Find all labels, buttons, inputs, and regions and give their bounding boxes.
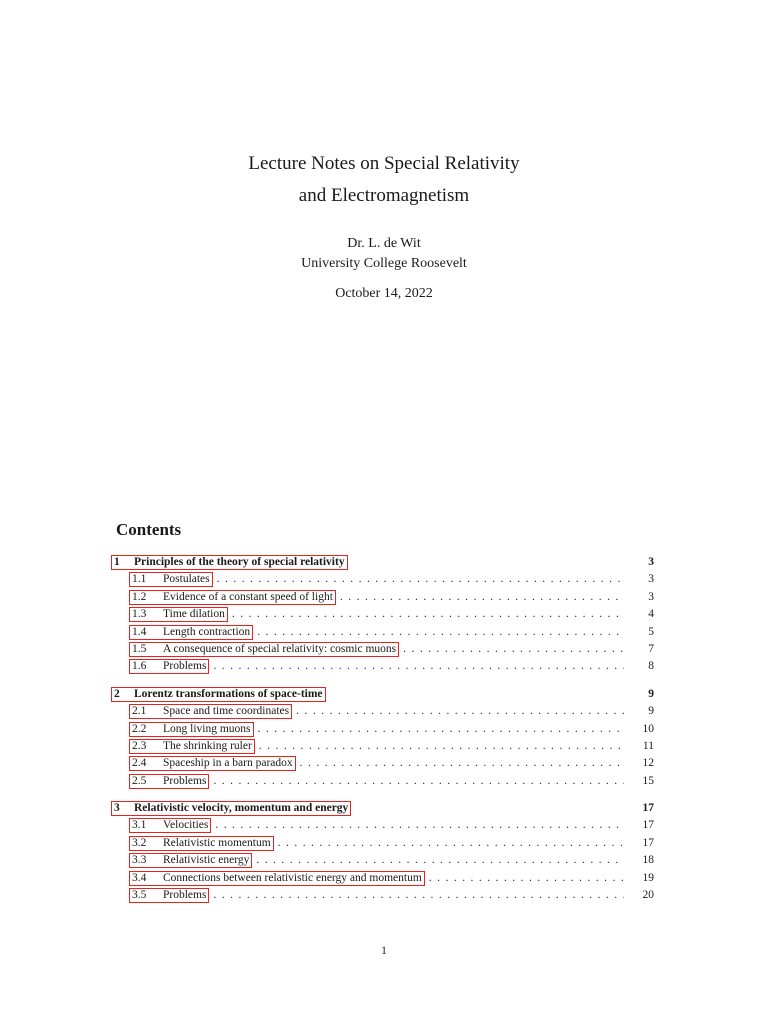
toc-section-link[interactable] (129, 607, 228, 622)
toc-section-page: 5 (648, 625, 654, 638)
toc-section-row (114, 853, 654, 870)
toc-section-number: 1.2 (132, 590, 147, 603)
toc-section-page: 17 (642, 836, 654, 849)
toc-section-number: 3.1 (132, 819, 147, 832)
toc-chapter-row (114, 687, 654, 704)
toc-section-title: Spaceship in a barn paradox (163, 757, 293, 770)
toc-section-title: The shrinking ruler (163, 739, 252, 752)
toc-section-number: 3.3 (132, 854, 147, 867)
toc-chapter (114, 555, 654, 677)
toc-section-page: 15 (642, 774, 654, 787)
toc-section-title: Problems (163, 660, 207, 673)
title-block (0, 148, 768, 304)
toc-section-page: 10 (642, 722, 654, 735)
toc-chapter-link[interactable] (111, 801, 351, 816)
toc-section-number: 2.1 (132, 705, 147, 718)
document-title-line-2: and Electromagnetism (298, 185, 470, 206)
toc-section-link[interactable] (129, 836, 274, 851)
toc-section-page: 11 (642, 739, 654, 752)
toc-section-title: Velocities (163, 819, 209, 832)
author: Dr. L. de Wit (347, 236, 421, 251)
toc-section-row (114, 590, 654, 607)
toc-chapter-number: 1 (114, 556, 120, 568)
toc-section-row (114, 871, 654, 888)
toc-leader-dots (232, 608, 624, 620)
toc-section-page: 17 (642, 819, 654, 832)
toc-section-title: A consequence of special relativity: cosmic muons (163, 642, 397, 655)
toc-section-row (114, 659, 654, 676)
toc-section-page: 18 (642, 854, 654, 867)
toc-section-link[interactable] (129, 888, 209, 903)
toc-section-row (114, 607, 654, 624)
toc-section-link[interactable] (129, 739, 255, 754)
toc-section-number: 3.5 (132, 889, 147, 902)
toc-section-number: 3.2 (132, 836, 147, 849)
toc-section-link[interactable] (129, 642, 399, 657)
toc-chapter-row (114, 555, 654, 572)
toc-section-row (114, 722, 654, 739)
toc-section-row (114, 704, 654, 721)
toc-chapter (114, 801, 654, 905)
toc-section-page: 8 (648, 660, 654, 673)
toc-section-number: 1.6 (132, 660, 147, 673)
toc-leader-dots (296, 705, 624, 717)
toc-leader-dots (429, 872, 624, 884)
toc-leader-dots (213, 889, 624, 901)
toc-chapter-title: Relativistic velocity, momentum and energy (134, 802, 349, 815)
toc-section-page: 3 (648, 590, 654, 603)
toc-section-number: 1.3 (132, 608, 147, 621)
toc-section-title: Time dilation (163, 608, 225, 621)
toc-section-link[interactable] (129, 774, 209, 789)
toc-section-link[interactable] (129, 704, 292, 719)
toc-section-link[interactable] (129, 659, 209, 674)
toc-section-row (114, 642, 654, 659)
toc-section-page: 4 (648, 608, 654, 621)
toc-section-title: Evidence of a constant speed of light (163, 590, 333, 603)
contents-heading: Contents (116, 520, 182, 539)
toc-section-link[interactable] (129, 756, 296, 771)
document-date: October 14, 2022 (335, 286, 433, 301)
toc-section-page: 19 (642, 871, 654, 884)
toc-section-title: Relativistic momentum (163, 836, 271, 849)
toc-section-title: Connections between relativistic energy and momentum (163, 871, 422, 884)
toc-leader-dots (340, 591, 624, 603)
toc-section-row (114, 756, 654, 773)
toc-chapter-number: 2 (114, 687, 120, 700)
toc-chapter-number: 3 (114, 802, 120, 815)
document-title-line-1: Lecture Notes on Special Relativity (248, 153, 520, 174)
toc-section-link[interactable] (129, 722, 254, 737)
toc-leader-dots (215, 819, 624, 831)
toc-chapter (114, 687, 654, 791)
toc-section-link[interactable] (129, 853, 252, 868)
toc-leader-dots (257, 626, 624, 638)
toc-section-row (114, 739, 654, 756)
toc-chapter-link[interactable] (111, 555, 348, 570)
toc-section-link[interactable] (129, 871, 425, 886)
toc-leader-dots (300, 757, 624, 769)
toc-section-page: 20 (642, 889, 654, 902)
toc-section-link[interactable] (129, 818, 211, 833)
toc-section-row (114, 774, 654, 791)
toc-section-row (114, 888, 654, 905)
toc-leader-dots (259, 740, 624, 752)
toc-section-title: Length contraction (163, 625, 251, 638)
toc-section-number: 1.4 (132, 625, 147, 638)
toc-section-number: 2.3 (132, 739, 147, 752)
toc-leader-dots (213, 775, 624, 787)
toc-section-title: Problems (163, 774, 207, 787)
toc-section-title: Relativistic energy (163, 854, 250, 867)
toc-section-link[interactable] (129, 590, 336, 605)
toc-section-page: 12 (642, 757, 654, 770)
toc-section-page: 7 (648, 642, 654, 655)
toc-section-number: 2.4 (132, 757, 147, 770)
toc-leader-dots (403, 643, 624, 655)
toc-section-row (114, 572, 654, 589)
toc-leader-dots (213, 660, 624, 672)
toc-leader-dots (256, 854, 624, 866)
toc-section-row (114, 818, 654, 835)
page-number: 1 (381, 945, 387, 957)
toc-chapter-link[interactable] (111, 687, 326, 702)
toc-section-number: 1.5 (132, 642, 147, 655)
toc-section-page: 3 (648, 573, 654, 586)
toc-chapter-title: Lorentz transformations of space-time (134, 687, 323, 700)
toc-section-number: 2.5 (132, 774, 147, 787)
toc-chapter-page: 17 (642, 802, 654, 815)
table-of-contents (114, 555, 654, 915)
toc-leader-dots (278, 837, 624, 849)
toc-leader-dots (217, 573, 624, 585)
toc-section-title: Postulates (163, 573, 210, 586)
toc-chapter-title: Principles of the theory of special relativity (134, 556, 345, 568)
toc-section-number: 3.4 (132, 871, 147, 884)
toc-section-number: 2.2 (132, 722, 147, 735)
toc-section-page: 9 (648, 705, 654, 718)
toc-chapter-page: 9 (648, 687, 654, 700)
toc-section-title: Long living muons (163, 722, 251, 735)
toc-leader-dots (258, 723, 624, 735)
toc-section-link[interactable] (129, 625, 253, 640)
toc-section-row (114, 836, 654, 853)
toc-section-row (114, 625, 654, 642)
toc-chapter-row (114, 801, 654, 818)
affiliation: University College Roosevelt (301, 256, 467, 271)
toc-section-title: Problems (163, 889, 207, 902)
toc-section-title: Space and time coordinates (163, 705, 290, 718)
toc-chapter-page: 3 (648, 556, 654, 568)
toc-section-number: 1.1 (132, 573, 147, 586)
toc-section-link[interactable] (129, 572, 213, 587)
